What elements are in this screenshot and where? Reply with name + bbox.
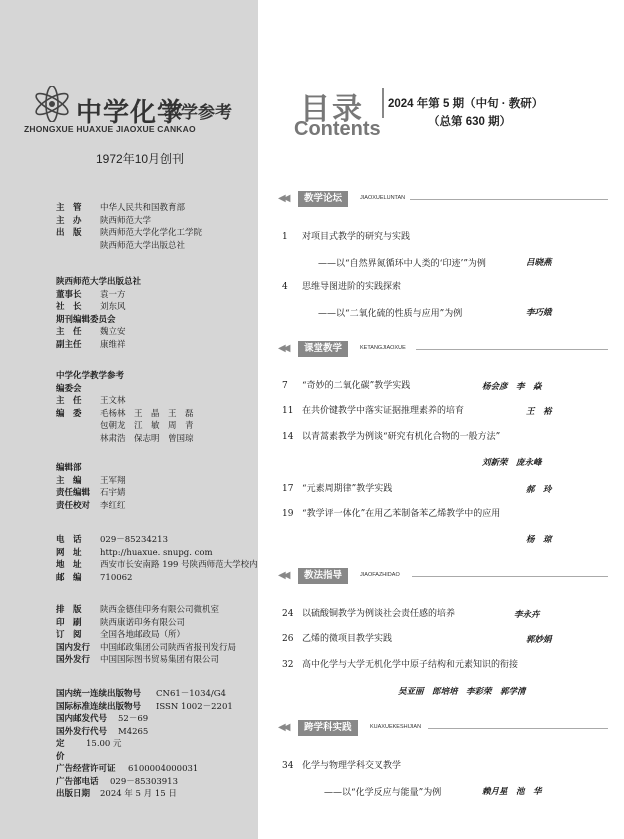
info-row <box>56 547 258 560</box>
info-row <box>56 395 194 408</box>
info-label: 出 版 <box>56 228 82 238</box>
section-pinyin: KETANGJIAOXUE <box>360 345 406 351</box>
phone-value: 029－85234213 <box>100 535 168 545</box>
info-value: 毛杨林 王 晶 王 磊 <box>100 408 194 419</box>
info-row <box>56 215 202 228</box>
toc-entry[interactable] <box>282 405 464 417</box>
info-value: 中华人民共和国教育部 <box>100 203 186 213</box>
toc-entry[interactable] <box>282 608 455 620</box>
info-label: 国外发行代号 <box>56 726 108 737</box>
toc-entry[interactable] <box>282 380 410 392</box>
info-row <box>56 339 141 352</box>
info-label: 国内发行 <box>56 642 91 653</box>
entry-subtitle: ——以“自然界氮循环中人类的‘印迹’”为例 <box>318 259 486 269</box>
info-label: 国外发行 <box>56 655 91 665</box>
toc-entry[interactable] <box>282 483 392 495</box>
info-label: 广告经营许可证 <box>56 764 116 774</box>
entry-author: 杨会彦 李 焱 <box>482 382 542 392</box>
entry-page: 14 <box>282 432 294 442</box>
info-label: 国内邮发代号 <box>56 714 108 724</box>
info-value: 石宇婧 <box>100 488 126 498</box>
section-rule <box>412 576 608 577</box>
section-header-method <box>278 568 608 584</box>
info-value: 中国国际图书贸易集团有限公司 <box>100 655 220 665</box>
section-tag: 跨学科实践 <box>298 720 358 736</box>
entry-title: 在共价键教学中落实证据推理素养的培育 <box>302 406 465 416</box>
header-divider <box>382 88 384 118</box>
entry-title: 以硫酸铜教学为例谈社会责任感的培养 <box>302 609 456 619</box>
info-row <box>56 559 258 572</box>
info-row <box>56 487 126 500</box>
entry-page: 24 <box>282 609 294 619</box>
entry-author: 杨 琼 <box>526 535 552 545</box>
entry-page: 34 <box>282 761 294 771</box>
toc-entry[interactable] <box>282 231 410 243</box>
info-row <box>56 500 126 513</box>
atom-logo-icon <box>32 86 72 122</box>
info-row <box>56 433 194 446</box>
section-pinyin: JIAOXUELUNTAN <box>360 195 406 201</box>
double-arrow-icon: ◀◀ <box>278 722 288 733</box>
info-label: 副主任 <box>56 339 82 350</box>
info-label: 编 委 <box>56 408 82 419</box>
info-value: 陕西师范大学出版总社 <box>100 240 186 251</box>
info-value: 王军翔 <box>100 475 126 486</box>
info-label: 电 话 <box>56 535 82 545</box>
info-row <box>56 202 202 215</box>
section-rule <box>410 199 608 200</box>
org-block <box>56 202 202 252</box>
info-value: 魏立安 <box>100 327 126 337</box>
entry-title: 乙烯的微项目教学实践 <box>302 634 393 644</box>
masthead-column <box>0 0 258 839</box>
info-row <box>56 629 236 642</box>
section-tag: 教法指导 <box>298 568 348 584</box>
founded-date: 1972年10月创刊 <box>96 152 185 166</box>
journal-title-cn: 中学化学 <box>76 98 185 128</box>
section-pinyin: JIAOFAZHIDAO <box>360 572 400 578</box>
section-tag: 教学论坛 <box>298 191 348 207</box>
info-row <box>56 788 233 801</box>
entry-title: “元素周期律”教学实践 <box>302 484 393 494</box>
info-row <box>56 289 141 302</box>
section-rule <box>416 349 608 350</box>
info-row <box>56 726 233 739</box>
editorial-title: 编辑部 <box>56 463 82 473</box>
entry-author: 李永卉 <box>514 610 540 620</box>
address-value: 西安市长安南路 199 号陕西师范大学校内 <box>100 560 258 570</box>
entry-author: 吕晓燕 <box>526 258 552 268</box>
info-label: 责任编辑 <box>56 488 91 498</box>
section-header-forum <box>278 191 608 207</box>
info-row <box>56 534 258 547</box>
toc-entry[interactable] <box>282 633 392 645</box>
entry-page: 7 <box>282 381 288 391</box>
entry-author: 赖月星 池 华 <box>482 787 542 797</box>
info-label <box>56 420 100 433</box>
journal-subtitle-cn: 教学参考 <box>164 103 232 123</box>
info-label: 国内统一连续出版物号 <box>56 689 142 699</box>
journal-title-en: ZHONGXUE HUAXUE JIAOXUE CANKAO <box>24 124 196 134</box>
info-row <box>56 420 194 433</box>
double-arrow-icon: ◀◀ <box>278 570 288 581</box>
section-tag: 课堂教学 <box>298 341 348 357</box>
press-title: 陕西师范大学出版总社 <box>56 277 142 287</box>
website-link[interactable]: http://huaxue. snupg. com <box>100 547 213 558</box>
print-block <box>56 604 236 667</box>
info-label: 主 任 <box>56 396 82 406</box>
journal-brand <box>14 86 258 138</box>
info-value: 全国各地邮政局（所） <box>100 630 186 640</box>
toc-title-en: Contents <box>294 118 381 140</box>
info-label: 出版日期 <box>56 789 91 799</box>
entry-title: 化学与物理学科交叉教学 <box>302 761 402 771</box>
info-row <box>56 408 194 421</box>
total-issue: （总第 630 期） <box>428 116 512 128</box>
entry-page: 26 <box>282 634 294 644</box>
info-row <box>56 763 233 776</box>
entry-author: 郝 玲 <box>526 485 552 495</box>
info-value: 刘东风 <box>100 302 126 312</box>
entry-title: 以青蒿素教学为例谈“研究有机化合物的一般方法” <box>302 432 501 442</box>
entry-page: 1 <box>282 232 288 242</box>
entry-author: 刘新荣 庞永峰 <box>482 458 542 468</box>
entry-author: 李巧娥 <box>526 308 552 318</box>
entry-page: 4 <box>282 282 288 292</box>
entry-page: 19 <box>282 509 294 519</box>
info-label: 主 管 <box>56 203 82 213</box>
info-label: 排 版 <box>56 605 82 615</box>
entry-author: 郭妙娟 <box>526 635 552 645</box>
info-value: 陕西金德佳印务有限公司微机室 <box>100 605 220 615</box>
entry-author: 吴亚丽 郎培培 李彩荣 郭学清 <box>398 687 526 697</box>
info-value: 陕西师范大学 <box>100 215 152 226</box>
info-value: M4265 <box>118 726 149 737</box>
board-title: 编委会 <box>56 383 82 394</box>
info-row <box>56 326 141 339</box>
info-row <box>56 642 236 655</box>
info-row <box>56 227 202 240</box>
toc-entry[interactable] <box>282 760 401 772</box>
double-arrow-icon: ◀◀ <box>278 343 288 354</box>
entry-title: 对项目式教学的研究与实践 <box>302 232 411 242</box>
info-value: CN61－1034/G4 <box>156 689 226 699</box>
entry-subtitle: ——以“二氧化硫的性质与应用”为例 <box>318 309 463 319</box>
info-label: 地 址 <box>56 560 82 570</box>
toc-title-cn: 目录 <box>300 93 364 126</box>
numbers-block <box>56 688 233 801</box>
info-row <box>56 301 141 314</box>
info-label: 广告部电话 <box>56 776 99 787</box>
info-value: 袁一方 <box>100 289 126 300</box>
info-label <box>56 240 100 253</box>
info-value: 029－85303913 <box>110 776 178 787</box>
entry-page: 17 <box>282 484 294 494</box>
issue-number: 2024 年第 5 期（中旬 · 教研） <box>388 98 544 110</box>
info-label: 主 办 <box>56 215 82 226</box>
info-row <box>56 617 236 630</box>
section-rule <box>428 728 608 729</box>
section-pinyin: KUAXUEKESHIJIAN <box>370 724 422 730</box>
info-label: 印 刷 <box>56 617 82 628</box>
info-label: 责任校对 <box>56 500 91 511</box>
editorial-block <box>56 462 126 512</box>
press-block <box>56 276 141 351</box>
entry-page: 32 <box>282 660 294 670</box>
info-row <box>56 475 126 488</box>
info-label <box>56 433 100 446</box>
info-value: 王文林 <box>100 396 126 406</box>
entry-title: 高中化学与大学无机化学中原子结构和元素知识的衔接 <box>302 660 519 670</box>
entry-title: “教学评一体化”在用乙苯制备苯乙烯教学中的应用 <box>302 509 501 519</box>
info-label: 社 长 <box>56 302 82 312</box>
info-row <box>56 240 202 253</box>
info-row <box>56 572 258 585</box>
info-value: ISSN 1002－2201 <box>156 701 233 712</box>
info-label: 邮 编 <box>56 572 82 583</box>
info-value: 2024 年 5 月 15 日 <box>100 789 177 799</box>
info-value: 中国邮政集团公司陕西省报刊发行局 <box>100 642 237 653</box>
entry-author: 王 裕 <box>526 407 552 417</box>
toc-entry[interactable] <box>282 659 518 671</box>
info-label: 订 阅 <box>56 630 82 640</box>
info-value: 52－69 <box>118 714 149 724</box>
info-value: 李红红 <box>100 500 126 511</box>
info-value: 陕西康诺印务有限公司 <box>100 617 186 628</box>
info-value: 林肃浩 保志明 曾国琼 <box>100 433 194 444</box>
entry-title: “奇妙的二氧化碳”教学实践 <box>302 381 411 391</box>
double-arrow-icon: ◀◀ <box>278 193 288 204</box>
section-header-classroom <box>278 341 608 357</box>
entry-page: 11 <box>282 406 294 416</box>
info-row <box>56 654 236 667</box>
info-value: 陕西师范大学化学化工学院 <box>100 228 203 238</box>
info-value: 包朝龙 江 敏 周 青 <box>100 421 194 431</box>
contact-block <box>56 534 258 584</box>
entry-subtitle: ——以“化学反应与能量”为例 <box>324 788 442 798</box>
info-row <box>56 604 236 617</box>
toc-entry[interactable] <box>282 508 500 520</box>
entry-title: 思维导图进阶的实践探索 <box>302 282 402 292</box>
info-row <box>56 738 233 763</box>
info-label: 董事长 <box>56 289 82 300</box>
info-label: 主 编 <box>56 475 82 486</box>
board-block <box>56 370 194 445</box>
info-label: 网 址 <box>56 547 82 558</box>
info-label: 主 任 <box>56 327 82 337</box>
journal-name: 中学化学教学参考 <box>56 371 125 381</box>
info-row <box>56 688 233 701</box>
info-value: 6100004000031 <box>128 764 199 774</box>
info-value: 15.00 元 <box>86 739 122 749</box>
info-label: 定 价 <box>56 739 82 762</box>
info-value: 康维祥 <box>100 339 126 350</box>
info-row <box>56 701 233 714</box>
toc-entry[interactable] <box>282 281 401 293</box>
info-row <box>56 713 233 726</box>
toc-entry[interactable] <box>282 431 500 443</box>
info-label: 国际标准连续出版物号 <box>56 701 142 712</box>
postcode-value: 710062 <box>100 572 133 583</box>
committee-title: 期刊编辑委员会 <box>56 314 116 325</box>
section-header-interdisciplinary <box>278 720 608 736</box>
info-row <box>56 776 233 789</box>
